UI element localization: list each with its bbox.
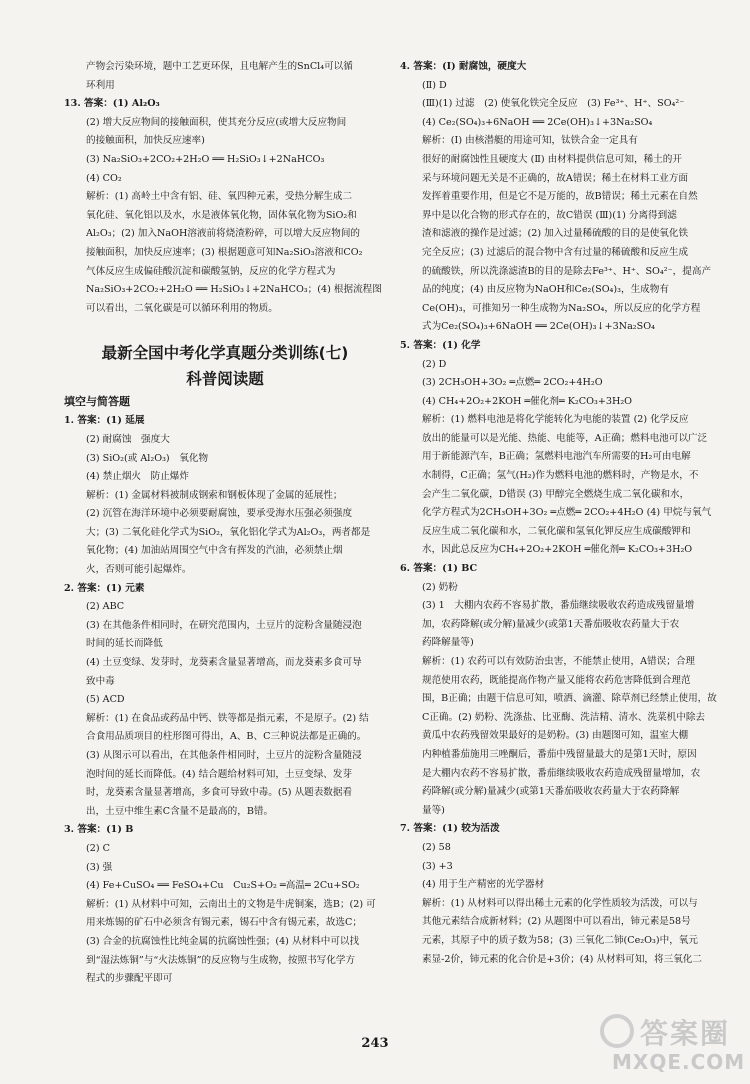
text-line: Ce(OH)₃，可推知另一种生成物为Na₂SO₄，所以反应的化学方程 <box>422 302 701 314</box>
text-line: 放出的能量可以是光能、热能、电能等，A正确；燃料电池可以广泛 <box>422 432 708 444</box>
text-line: 界中是以化合物的形式存在的，故C错误 (Ⅲ)(1) 分离得到滤 <box>422 209 677 221</box>
text-line: Al₂O₃；(2) 加入NaOH溶液前将烧渣粉碎，可以增大反应物间的 <box>86 228 361 240</box>
right-column <box>400 58 722 969</box>
text-line: 完全反应；(3) 过滤后的混合物中含有过量的稀硫酸和反应生成 <box>422 246 689 258</box>
text-line: 药降解(或分解)量减少(或第1天番茄吸收农药量大于农药降解 <box>422 786 680 798</box>
text-line: C正确。(2) 奶粉、洗涤盐、比亚酶、洗洁精、清水、洗菜机中除去 <box>422 711 706 723</box>
text-line: 大；(3) 二氧化硅化学式为SiO₂，氧化铝化学式为Al₂O₃，两者都是 <box>86 526 371 538</box>
text-line: 程式的步骤配平即可 <box>86 973 173 985</box>
text-line: 火，否则可能引起爆炸。 <box>86 564 192 576</box>
answer-heading: 7. 答案：(1) 较为活泼 <box>400 823 500 835</box>
text-line: 围，B正确；由题干信息可知，喷洒、滴灌、除草剂已经禁止使用，故 <box>422 693 717 705</box>
text-line: 规范使用农药，既能提高作物产量又能将农药危害降低到合理范 <box>422 674 691 686</box>
text-line: (4) 用于生产精密的光学器材 <box>422 879 545 891</box>
text-line: 的接触面积，加快反应速率) <box>86 135 205 147</box>
text-line: (3) 2CH₃OH+3O₂ ═点燃═ 2CO₂+4H₂O <box>422 377 603 389</box>
text-line: 泡时间的延长而降低。(4) 结合题给材料可知，土豆变绿、发芽 <box>86 768 353 780</box>
text-line: 药降解量等) <box>422 637 474 649</box>
text-line: Na₂SiO₃+2CO₂+2H₂O ══ H₂SiO₃↓+2NaHCO₃；(4) 根据流程图 <box>86 284 382 296</box>
text-line: (3) 从图示可以看出，在其他条件相同时，土豆片的淀粉含量随浸 <box>86 750 362 761</box>
text-line: (3) Na₂SiO₃+2CO₂+2H₂O ══ H₂SiO₃↓+2NaHCO₃ <box>86 153 325 165</box>
text-line: 用来炼锡的矿石中必须含有锡元素，锡石中含有锡元素，故选C； <box>86 917 362 929</box>
text-line: (4) CO₂ <box>86 172 122 184</box>
text-line: 化学方程式为2CH₃OH+3O₂ ═点燃═ 2CO₂+4H₂O (4) 甲烷与氧气 <box>422 507 712 519</box>
text-line: 到“湿法炼铜”与“火法炼铜”的反应物与生成物，按照书写化学方 <box>86 954 356 966</box>
text-line: (2) 增大反应物间的接触面积，使其充分反应(或增大反应物间 <box>86 116 347 128</box>
text-line: 素显-2价，铈元素的化合价是+3价；(4) 从材料可知，将三氧化二 <box>422 953 702 965</box>
text-line: 产物会污染环境，题中工艺更环保，且电解产生的SnCl₄可以循 <box>86 61 353 72</box>
text-line: 黄瓜中农药残留效果最好的是奶粉。(3) 由题图可知，温室大棚 <box>422 730 689 742</box>
text-line: 出，土豆中维生素C含量不是最高的，B错。 <box>86 805 274 817</box>
text-line: 加，农药降解(或分解)量减少(或第1天番茄吸收农药量大于农 <box>422 618 680 630</box>
text-line: (2) C <box>86 842 110 854</box>
text-line: 解析：(1) 农药可以有效防治虫害，不能禁止使用，A错误；合理 <box>422 656 696 667</box>
text-line: (2) 耐腐蚀 强度大 <box>86 433 170 445</box>
page-number: 243 <box>361 1036 389 1051</box>
subsection-title: 填空与简答题 <box>64 395 130 409</box>
text-line: 元素，其原子中的质子数为58；(3) 三氧化二铈(Ce₂O₃)中，氧元 <box>422 934 698 946</box>
text-line: (4) Ce₂(SO₄)₃+6NaOH ══ 2Ce(OH)₃↓+3Na₂SO₄ <box>422 116 653 128</box>
text-line: 水，因此总反应为CH₄+2O₂+2KOH ═催化剂═ K₂CO₃+3H₂O <box>422 544 693 556</box>
text-line: 合食用品质项目的柱形图可得出，A、B、C三种说法都是正确的。 <box>86 731 367 743</box>
text-line: 量等) <box>422 804 445 816</box>
text-line: 解析：(1) 燃料电池是将化学能转化为电能的装置 (2) 化学反应 <box>422 414 689 426</box>
text-line: (3) 合金的抗腐蚀性比纯金属的抗腐蚀性强；(4) 从材料中可以找 <box>86 935 360 947</box>
text-line: 式为Ce₂(SO₄)₃+6NaOH ══ 2Ce(OH)₃↓+3Na₂SO₄ <box>422 321 655 333</box>
text-line: (4) 土豆变绿、发芽时，龙葵素含量显著增高，而龙葵素多食可导 <box>86 657 362 669</box>
text-line: 渣和滤液的操作是过滤；(2) 加入过量稀硫酸的目的是使氧化铁 <box>422 228 689 240</box>
text-line: 接触面积，加快反应速率；(3) 根据题意可知Na₂SiO₃溶液和CO₂ <box>86 246 363 258</box>
text-line: (3) SiO₂(或 Al₂O₃) 氧化物 <box>86 452 209 464</box>
answer-heading: 1. 答案：(1) 延展 <box>64 415 145 427</box>
text-line: (Ⅱ) D <box>422 79 447 91</box>
spacer <box>64 318 386 340</box>
text-line: 时，龙葵素含量显著增高，多食可导致中毒。(5) 从题表数据看 <box>86 787 353 799</box>
text-line: (3) 1 大棚内农药不容易扩散，番茄继续吸收农药造成残留量增 <box>422 600 695 612</box>
answer-heading: 2. 答案：(1) 元素 <box>64 582 145 594</box>
text-line: 环利用 <box>86 79 115 91</box>
text-line: (3) 在其他条件相同时，在研究范围内，土豆片的淀粉含量随浸泡 <box>86 619 362 631</box>
text-line: 致中毒 <box>86 675 115 687</box>
text-line: 发挥着重要作用，但是它不是万能的，故B错误；稀土元素在自然 <box>422 191 698 203</box>
text-line: 其他元素结合成新材料；(2) 从题图中可以看出，铈元素是58号 <box>422 916 691 928</box>
text-line: 的硫酸铁，所以洗涤滤渣B的目的是除去Fe³⁺、H⁺、SO₄²⁻，提高产 <box>422 265 712 277</box>
text-line: 可以看出，二氧化碳是可以循环利用的物质。 <box>86 302 278 314</box>
text-line: 解析：(1) 从材料中可知，云南出土的文物是牛虎铜案，选B；(2) 可 <box>86 898 376 910</box>
text-line: (2) 奶粉 <box>422 581 458 593</box>
text-line: 解析：(Ⅰ) 由核潜艇的用途可知，钛铁合金一定具有 <box>422 135 638 147</box>
section-title: 科普阅读题 <box>186 370 264 389</box>
text-line: 品的纯度；(4) 由反应物为NaOH和Ce₂(SO₄)₃，生成物有 <box>422 284 669 296</box>
text-line: 氧化硅、氧化铝以及水，水是液体氧化物，固体氧化物为SiO₂和 <box>86 209 357 221</box>
text-line: (4) Fe+CuSO₄ ══ FeSO₄+Cu Cu₂S+O₂ ═高温═ 2Cu+SO₂ <box>86 880 360 892</box>
text-line: 解析：(1) 从材料可以得出稀土元素的化学性质较为活泼，可以与 <box>422 897 698 909</box>
text-line: 内种植番茄施用三唑酮后，番茄中残留量最大的是第1天时，原因 <box>422 748 697 760</box>
text-line: (3) 强 <box>86 861 113 873</box>
text-line: 氧化物；(4) 加油站周围空气中含有挥发的汽油，必须禁止烟 <box>86 545 343 557</box>
text-line: 水制得，C正确；氢气(H₂)作为燃料电池的燃料时，产物是水，不 <box>422 470 699 482</box>
text-line: (Ⅲ)(1) 过滤 (2) 使氧化铁完全反应 (3) Fe³⁺、H⁺、SO₄²⁻ <box>422 98 685 110</box>
text-line: 采与环境问题无关是不正确的，故A错误；稀土在材料工业方面 <box>422 172 688 184</box>
watermark-top-text: 答案圈 <box>640 1017 731 1050</box>
text-line: 解析：(1) 在食品或药品中钙、铁等都是指元素，不是原子。(2) 结 <box>86 712 369 724</box>
text-line: 是大棚内农药不容易扩散，番茄继续吸收农药造成残留量增加，农 <box>422 767 701 779</box>
left-column <box>64 58 386 989</box>
text-line: 气体反应生成偏硅酸沉淀和碳酸氢钠，反应的化学方程式为 <box>86 265 336 277</box>
text-line: 用于新能源汽车，B正确；氢燃料电池汽车所需要的H₂可由电解 <box>422 451 691 463</box>
watermark-circle-icon <box>600 1014 634 1048</box>
text-line: 很好的耐腐蚀性且硬度大 (Ⅱ) 由材料提供信息可知，稀土的开 <box>422 153 682 165</box>
answer-heading: 4. 答案：(Ⅰ) 耐腐蚀，硬度大 <box>400 61 527 72</box>
text-line: (2) D <box>422 358 447 370</box>
watermark-bottom-text: MXQE.COM <box>612 1050 746 1074</box>
text-line: (4) CH₄+2O₂+2KOH ═催化剂═ K₂CO₃+3H₂O <box>422 395 633 407</box>
answer-heading: 13. 答案：(1) Al₂O₃ <box>64 98 160 110</box>
text-line: (2) 沉管在海洋环境中必须要耐腐蚀，要承受海水压强必须强度 <box>86 508 353 520</box>
answer-heading: 3. 答案：(1) B <box>64 824 134 836</box>
text-line: 解析：(1) 高岭土中含有铝、硅、氧四种元素，受热分解生成二 <box>86 191 353 203</box>
text-line: (2) 58 <box>422 841 451 853</box>
text-line: 会产生二氧化碳，D错误 (3) 甲醇完全燃烧生成二氧化碳和水， <box>422 488 690 500</box>
text-line: 反应生成二氧化碳和水，二氧化碳和氢氧化钾反应生成碳酸钾和 <box>422 525 691 537</box>
answer-heading: 6. 答案：(1) BC <box>400 563 478 575</box>
section-title: 最新全国中考化学真题分类训练(七) <box>101 344 349 363</box>
answer-heading: 5. 答案：(1) 化学 <box>400 339 481 351</box>
text-line: 时间的延长而降低 <box>86 638 163 650</box>
text-line: 解析：(1) 金属材料被制成钢索和钢板体现了金属的延展性； <box>86 489 343 501</box>
text-line: (5) ACD <box>86 694 125 706</box>
watermark-logo <box>600 1012 746 1076</box>
text-line: (4) 禁止烟火 防止爆炸 <box>86 471 189 483</box>
text-line: (3) +3 <box>422 860 453 872</box>
text-line: (2) ABC <box>86 601 125 613</box>
